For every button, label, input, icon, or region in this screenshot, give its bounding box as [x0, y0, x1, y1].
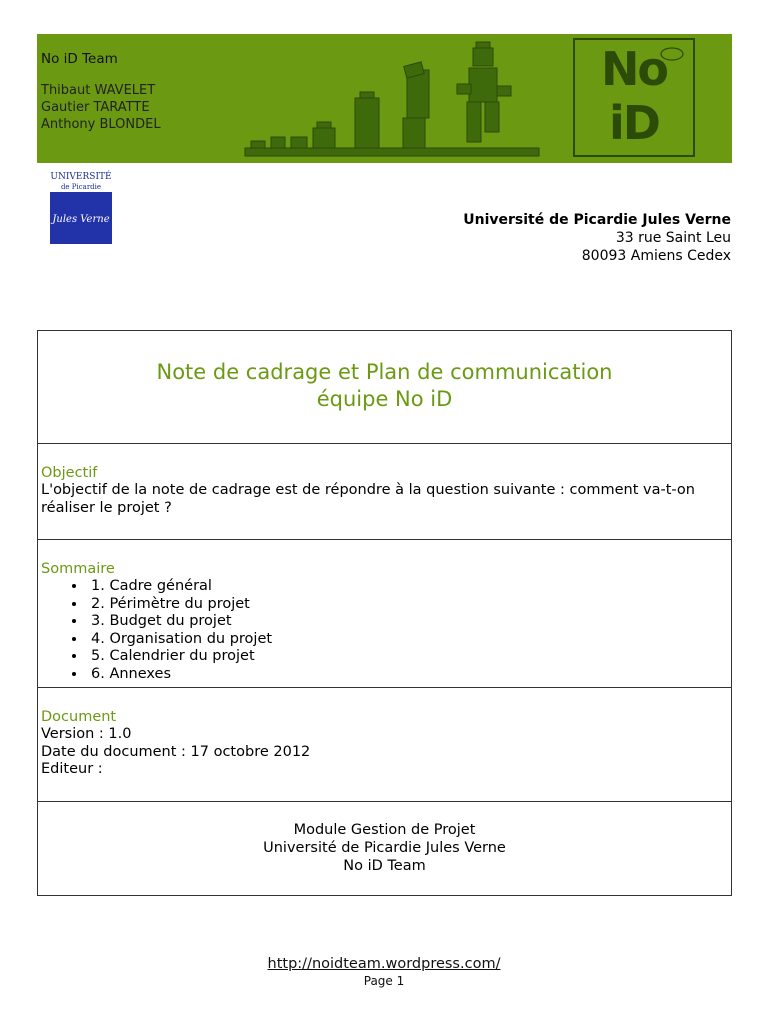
module-name: Module Gestion de Projet — [293, 822, 476, 838]
member-name: Thibaut WAVELET — [41, 83, 156, 98]
document-title-line: équipe No iD — [316, 387, 453, 411]
university-logo-text: de Picardie — [60, 183, 102, 191]
section-heading: Objectif — [41, 465, 98, 481]
lego-figures-illustration — [243, 40, 543, 158]
no-id-logo — [573, 38, 695, 157]
document-date: Date du document : 17 octobre 2012 — [41, 743, 311, 760]
toc-item: • 5. Calendrier du projet — [87, 648, 723, 666]
jules-verne-signature — [50, 192, 112, 244]
svg-text:Jules Verne: Jules Verne — [52, 214, 110, 225]
page-number: Page 1 — [363, 974, 405, 988]
toc-item: • 1. Cadre général — [87, 578, 723, 596]
title-box — [37, 330, 732, 444]
objectif-section — [37, 443, 732, 540]
university-logo-block — [50, 192, 112, 244]
team-members — [41, 82, 161, 133]
website-link[interactable]: http://noidteam.wordpress.com/ — [267, 956, 501, 972]
university-logo-text: UNIVERSITÉ — [50, 172, 112, 182]
sommaire-section — [37, 539, 732, 688]
document-title-line: Note de cadrage et Plan de communication — [156, 360, 613, 384]
section-heading: Document — [41, 709, 117, 725]
module-team: No iD Team — [343, 858, 426, 874]
document-editor: Editeur : — [41, 761, 103, 777]
speech-bubble-icon — [659, 46, 685, 62]
document-info-section — [37, 687, 732, 802]
module-box — [37, 801, 732, 896]
objectif-text: L'objectif de la note de cadrage est de répondre à la question suivante : comment va-t-on réaliser le projet ? — [41, 482, 695, 516]
toc-item: • 3. Budget du projet — [87, 613, 723, 631]
toc-item: • 4. Organisation du projet — [87, 631, 723, 649]
document-title — [38, 359, 731, 413]
address-block — [463, 211, 731, 265]
module-university: Université de Picardie Jules Verne — [263, 840, 506, 856]
member-name: Gautier TARATTE — [41, 100, 150, 115]
university-logo — [49, 172, 113, 244]
address-city: 80093 Amiens Cedex — [581, 248, 731, 264]
toc-item: • 6. Annexes — [87, 666, 723, 684]
toc-item: • 2. Périmètre du projet — [87, 596, 723, 614]
logo-text: No — [600, 42, 668, 96]
header-banner — [37, 34, 732, 163]
member-name: Anthony BLONDEL — [41, 117, 161, 132]
team-name: No iD Team — [41, 51, 118, 67]
logo-text: iD — [609, 96, 659, 150]
address-street: 33 rue Saint Leu — [615, 230, 731, 246]
website-link-container — [0, 956, 768, 972]
table-of-contents — [41, 578, 723, 683]
document-version: Version : 1.0 — [41, 726, 132, 742]
address-name: Université de Picardie Jules Verne — [463, 212, 731, 228]
section-heading: Sommaire — [41, 561, 115, 577]
